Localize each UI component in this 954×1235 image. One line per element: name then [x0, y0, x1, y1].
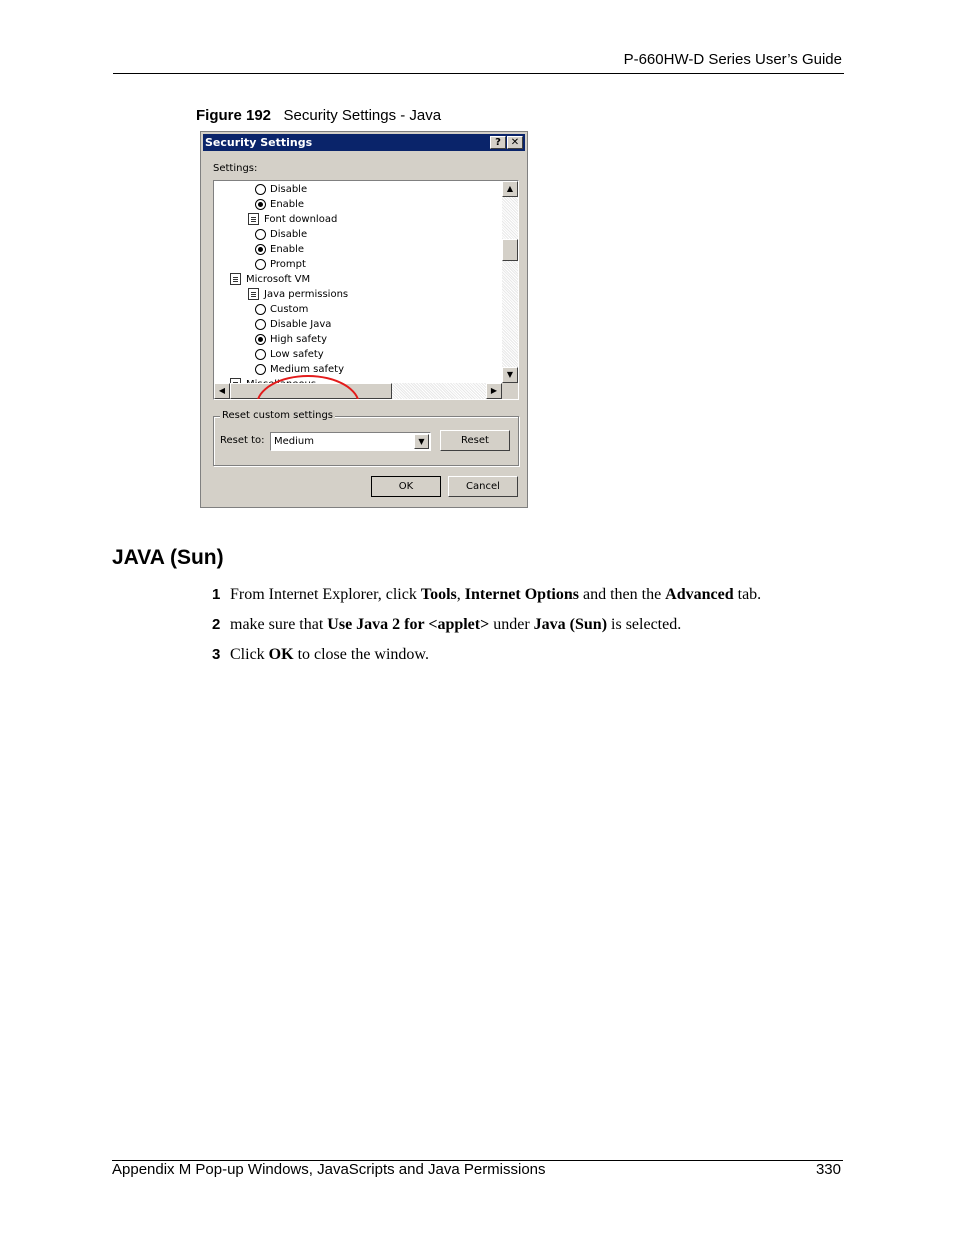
chevron-down-icon[interactable]: ▼: [414, 434, 429, 449]
step-text-segment: From Internet Explorer, click: [230, 586, 421, 603]
setting-group: [246, 272, 310, 287]
radio-icon: [255, 244, 266, 255]
setting-label: Custom: [270, 304, 309, 315]
setting-label: Medium safety: [270, 364, 345, 375]
scroll-down-button[interactable]: ▼: [502, 367, 518, 383]
step-number: 1: [212, 586, 221, 603]
setting-label: High safety: [270, 334, 328, 345]
step-text-segment: to close the window.: [293, 646, 429, 663]
page-number: 330: [815, 1161, 841, 1178]
help-icon: ?: [495, 137, 501, 148]
cancel-button[interactable]: Cancel: [448, 476, 518, 497]
scroll-left-button[interactable]: ◀: [214, 383, 230, 399]
header-rule: [113, 73, 844, 74]
dialog-titlebar: [203, 134, 525, 151]
setting-radio-option[interactable]: [270, 332, 327, 347]
setting-label: Microsoft VM: [246, 274, 311, 285]
vertical-scrollbar[interactable]: [502, 181, 518, 383]
setting-group: [264, 212, 337, 227]
setting-label: Disable: [270, 184, 308, 195]
section-title: JAVA (Sun): [112, 546, 224, 569]
reset-group-label: Reset custom settings: [222, 410, 333, 421]
step-number: 3: [212, 646, 221, 663]
settings-label: Settings:: [213, 163, 258, 174]
scroll-up-button[interactable]: ▲: [502, 181, 518, 197]
step-text-segment: is selected.: [607, 616, 682, 633]
radio-icon: [255, 184, 266, 195]
setting-radio-option[interactable]: [270, 257, 306, 272]
step-emphasis: Use Java 2 for <applet>: [327, 616, 490, 633]
document-icon: [230, 273, 241, 285]
step-emphasis: Java (Sun): [533, 616, 608, 633]
setting-radio-option[interactable]: [270, 227, 307, 242]
step-emphasis: Internet Options: [464, 586, 579, 603]
figure-caption-text: Security Settings - Java: [283, 107, 442, 124]
setting-label: Low safety: [270, 349, 324, 360]
setting-radio-option[interactable]: [270, 347, 324, 362]
step-text: [230, 586, 761, 604]
setting-label: Enable: [270, 244, 305, 255]
step-number: 2: [212, 616, 221, 633]
setting-label: Prompt: [270, 259, 306, 270]
figure-caption: [196, 107, 441, 124]
setting-label: Disable Java: [270, 319, 332, 330]
step-text-segment: ,: [456, 586, 465, 603]
document-icon: [248, 213, 259, 225]
close-icon: ✕: [510, 137, 520, 148]
scroll-right-button[interactable]: ▶: [486, 383, 502, 399]
setting-label: Disable: [270, 229, 308, 240]
setting-radio-option[interactable]: [270, 302, 308, 317]
setting-radio-option[interactable]: [270, 317, 331, 332]
radio-icon: [255, 259, 266, 270]
step-text: [230, 616, 681, 634]
radio-icon: [255, 319, 266, 330]
setting-group: [264, 287, 348, 302]
reset-button[interactable]: Reset: [440, 430, 510, 451]
reset-to-label: Reset to:: [220, 435, 265, 446]
step-text-segment: under: [489, 616, 534, 633]
setting-radio-option[interactable]: [270, 242, 304, 257]
reset-custom-settings-group: [213, 410, 519, 466]
close-button[interactable]: [507, 136, 523, 149]
ok-button[interactable]: OK: [371, 476, 441, 497]
step-emphasis: Tools: [420, 586, 457, 603]
security-settings-dialog: [200, 131, 528, 508]
document-icon: [248, 288, 259, 300]
figure-label: Figure 192: [196, 107, 272, 124]
radio-icon: [255, 304, 266, 315]
step-emphasis: OK: [268, 646, 294, 663]
step-emphasis: Advanced: [665, 586, 734, 603]
radio-icon: [255, 229, 266, 240]
dialog-title: Security Settings: [205, 136, 313, 149]
setting-label: Java permissions: [264, 289, 349, 300]
footer-chapter: Appendix M Pop-up Windows, JavaScripts and Java Permissions: [112, 1161, 546, 1178]
step-text-segment: tab.: [733, 586, 762, 603]
setting-label: Font download: [264, 214, 338, 225]
step-text-segment: Click: [230, 646, 269, 663]
step-text: [230, 646, 429, 664]
reset-to-select[interactable]: [270, 432, 431, 451]
radio-icon: [255, 349, 266, 360]
radio-icon: [255, 199, 266, 210]
help-button[interactable]: [490, 136, 506, 149]
setting-label: Enable: [270, 199, 305, 210]
step-text-segment: and then the: [578, 586, 666, 603]
radio-icon: [255, 364, 266, 375]
radio-icon: [255, 334, 266, 345]
scrollbar-corner: [502, 383, 518, 399]
settings-list[interactable]: [213, 180, 519, 400]
vertical-scroll-thumb[interactable]: [502, 239, 518, 261]
setting-radio-option[interactable]: [270, 182, 307, 197]
setting-radio-option[interactable]: [270, 197, 304, 212]
step-text-segment: make sure that: [230, 616, 328, 633]
header-title: P-660HW-D Series User’s Guide: [623, 51, 842, 68]
reset-to-value: Medium: [274, 436, 314, 447]
